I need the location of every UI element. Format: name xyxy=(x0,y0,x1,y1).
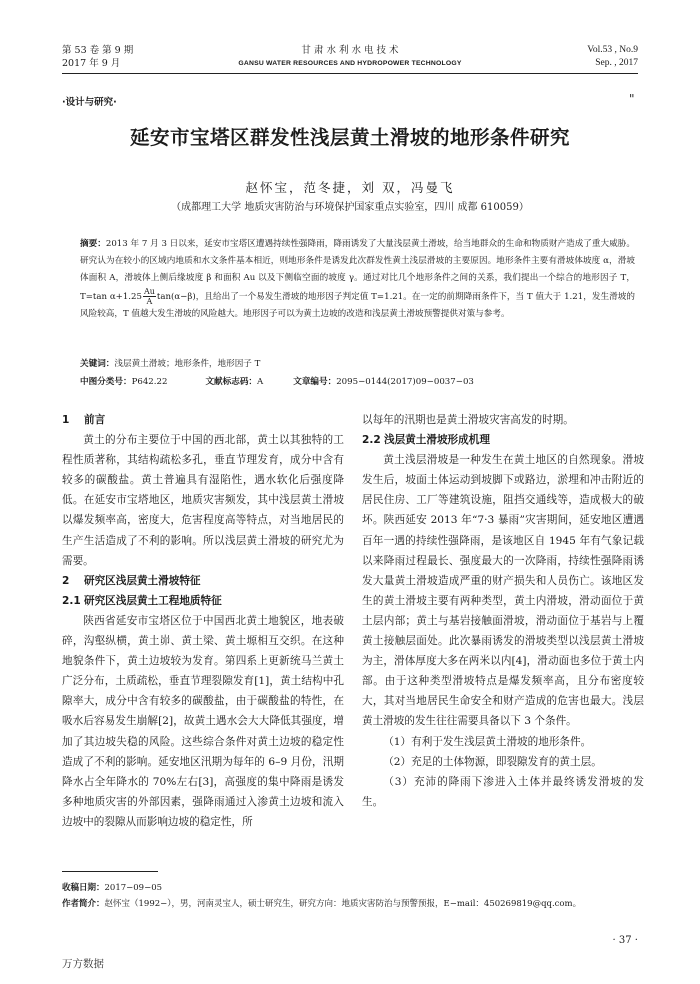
header-journal-en: GANSU WATER RESOURCES AND HYDROPOWER TECHNOLOGY xyxy=(238,60,462,67)
article-id-value: 2095−0144(2017)09−0037−03 xyxy=(336,377,474,387)
header-vol-en-block xyxy=(587,44,638,70)
heading-1 xyxy=(62,410,344,430)
heading-2-2-number: 2.2 xyxy=(362,434,381,447)
list-item-condition-3: （3）充沛的降雨下渗进入土体并最终诱发滑坡的发生。 xyxy=(362,775,644,808)
received-date: 2017−09−05 xyxy=(104,883,163,893)
author-bio-text: 赵怀宝（1992−），男，河南灵宝人，硕士研究生，研究方向：地质灾害防治与预警预报，E−mail：450269819@qq.com。 xyxy=(104,899,582,909)
abstract-text-1: 2013 年 7 月 3 日以来，延安市宝塔区遭遇持续性强降雨，降雨诱发了大量浅层黄土滑坡，给当地群众的生命和物质财产造成了重大威胁。研究认为在较小的区域内地质和水文条件基本相近，则地形条件是诱发此次群发性黄土浅层滑坡的主要原因。地形条件主要有滑坡体坡度 α，滑坡体面积 A，滑坡体上侧后缘坡度 β 和面积 Au 以及下侧临空面的坡度 γ。通过对比几个地形条件之间的关系，我们提出一个综合的地形因子 T，T=tan α+1.25 xyxy=(80,239,635,302)
keywords xyxy=(80,357,260,369)
header-date: 2017 年 9 月 xyxy=(62,58,121,69)
paper-affiliation: （成都理工大学 地质灾害防治与环境保护国家重点实验室，四川 成都 610059） xyxy=(171,202,529,213)
keywords-text: 浅层黄土滑坡；地形条件，地形因子 T xyxy=(114,359,261,369)
header-vol-en: Vol.53 , No.9 xyxy=(587,45,638,55)
list-item-condition-2: （2）充足的土体物源，即裂隙发育的黄土层。 xyxy=(383,755,602,768)
header-date-en: Sep. , 2017 xyxy=(595,58,638,68)
doc-code-value: A xyxy=(257,377,264,387)
paper-authors: 赵怀宝，范冬捷，刘 双，冯曼飞 xyxy=(245,180,455,195)
paragraph-intro: 黄土的分布主要位于中国的西北部，黄土以其独特的工程性质著称，其结构疏松多孔，垂直节理发育，成分中含有较多的碳酸盐。黄土普遍具有湿陷性，遇水软化后强度降低。在延安市宝塔地区，地质灾害频发，其中浅层黄土滑坡以爆发频率高，密度大，危害程度高等特点，对当地居民的生产生活造成了不利的影响。所以浅层黄土滑坡的研究尤为需要。 xyxy=(62,434,344,567)
classification-line xyxy=(80,375,474,387)
clc-label: 中图分类号： xyxy=(80,377,132,387)
header-journal-cn: 甘 肃 水 利 水 电 技 术 xyxy=(301,45,399,56)
doc-code-label: 文献标志码： xyxy=(205,377,258,387)
footnote-received xyxy=(62,881,162,893)
paragraph-geology: 陕西省延安市宝塔区位于中国西北黄土地貌区，地表破碎，沟壑纵横，黄土峁、黄土梁、黄土塬相互交织。在这种地貌条件下，黄土边坡较为发育。第四系上更新统马兰黄土广泛分布，土质疏松，垂直节理裂隙发育[1]，黄土结构中孔隙率大，成分中含有较多的碳酸盐，由于碳酸盐的特性，在吸水后容易发生崩解[2]，故黄土遇水会大大降低其强度，增加了其边坡失稳的风险。这些综合条件对黄土边坡的稳定性造成了不利的影响。延安地区汛期为每年的 6–9 月份，汛期降水占全年降水的 70%左右[3]，高强度的集中降雨是诱发多种地质灾害的外部因素，强降雨通过入渗黄土边坡和流入边坡中的裂隙从而影响边坡的稳定性，所 xyxy=(62,614,344,828)
paragraph-mechanism: 黄土浅层滑坡是一种发生在黄土地区的自然现象。滑坡发生后，坡面土体运动到坡脚下或路边，淤埋和冲击附近的居民住房、工厂等建筑设施，阻挡交通线等，造成极大的破坏。陕西延安 2013 年“7·3 暴雨”灾害期间，延安地区遭遇百年一遇的持续性强降雨，是该地区自 1945 年有气象记载以来降雨过程最长、强度最大的一次降雨，持续性强降雨诱发大量黄土滑坡造成严重的财产损失和人员伤亡。该地区发生的黄土滑坡主要有两种类型，黄土内滑坡，滑动面位于黄土层内部；黄土与基岩接触面滑坡，滑动面位于基岩与上覆黄土接触层面处。此次暴雨诱发的滑坡类型以浅层黄土滑坡为主，滑体厚度大多在两米以内[4]，滑动面也多位于黄土内部。由于这种类型滑坡特点是爆发频率高，且分布密度较大，其对当地居民生命安全和财产造成的危害也最大。浅层黄土滑坡的发生往往需要具备以下 3 个条件。 xyxy=(362,454,644,728)
heading-2-2-text: 浅层黄土滑坡形成机理 xyxy=(384,434,490,447)
keywords-label: 关键词： xyxy=(80,359,115,369)
heading-2-1-text: 研究区浅层黄土工程地质特征 xyxy=(84,594,222,607)
body-left-column xyxy=(62,410,344,832)
watermark-text: 万方数据 xyxy=(62,958,104,970)
received-label: 收稿日期： xyxy=(62,883,105,893)
abstract-label: 摘要： xyxy=(80,239,106,249)
heading-2 xyxy=(62,571,344,591)
paragraph-continued: 以每年的汛期也是黄土滑坡灾害高发的时期。 xyxy=(362,414,574,426)
header-divider xyxy=(62,73,638,74)
fraction-numerator: Au xyxy=(143,287,155,296)
formula-fraction xyxy=(143,287,156,306)
heading-2-number: 2 xyxy=(62,574,70,587)
heading-1-text: 前言 xyxy=(84,414,106,426)
article-id-label: 文章编号： xyxy=(293,377,337,387)
header-volume: 第 53 卷 第 9 期 xyxy=(62,45,134,56)
abstract xyxy=(80,236,635,323)
heading-2-1-number: 2.1 xyxy=(62,594,81,607)
heading-2-2 xyxy=(362,430,644,450)
corner-mark: " xyxy=(629,92,635,106)
heading-2-text: 研究区浅层黄土滑坡特征 xyxy=(84,574,201,587)
list-item-condition-1: （1）有利于发生浅层黄土滑坡的地形条件。 xyxy=(383,735,592,748)
heading-2-1 xyxy=(62,591,344,611)
author-bio-label: 作者简介： xyxy=(62,899,105,909)
fraction-denominator: A xyxy=(146,297,153,306)
footnote-divider xyxy=(62,871,158,872)
abstract-text-2: tan(α−β)，且给出了一个易发生滑坡的地形因子判定值 T=1.21。在一定的前期降雨条件下，当 T 值大于 1.21，发生滑坡的风险较高，T 值越大发生滑坡的风险越大。地形因子可以为黄土边坡的改造和浅层黄土滑坡预警提供对策与参考。 xyxy=(80,292,636,319)
paper-title: 延安市宝塔区群发性浅层黄土滑坡的地形条件研究 xyxy=(129,126,570,149)
page-number: · 37 · xyxy=(612,935,638,946)
clc-value: P642.22 xyxy=(131,377,168,387)
heading-1-number: 1 xyxy=(62,414,70,426)
footnote-author xyxy=(62,897,652,909)
section-tag: ·设计与研究· xyxy=(62,97,117,108)
body-right-column xyxy=(362,410,644,812)
